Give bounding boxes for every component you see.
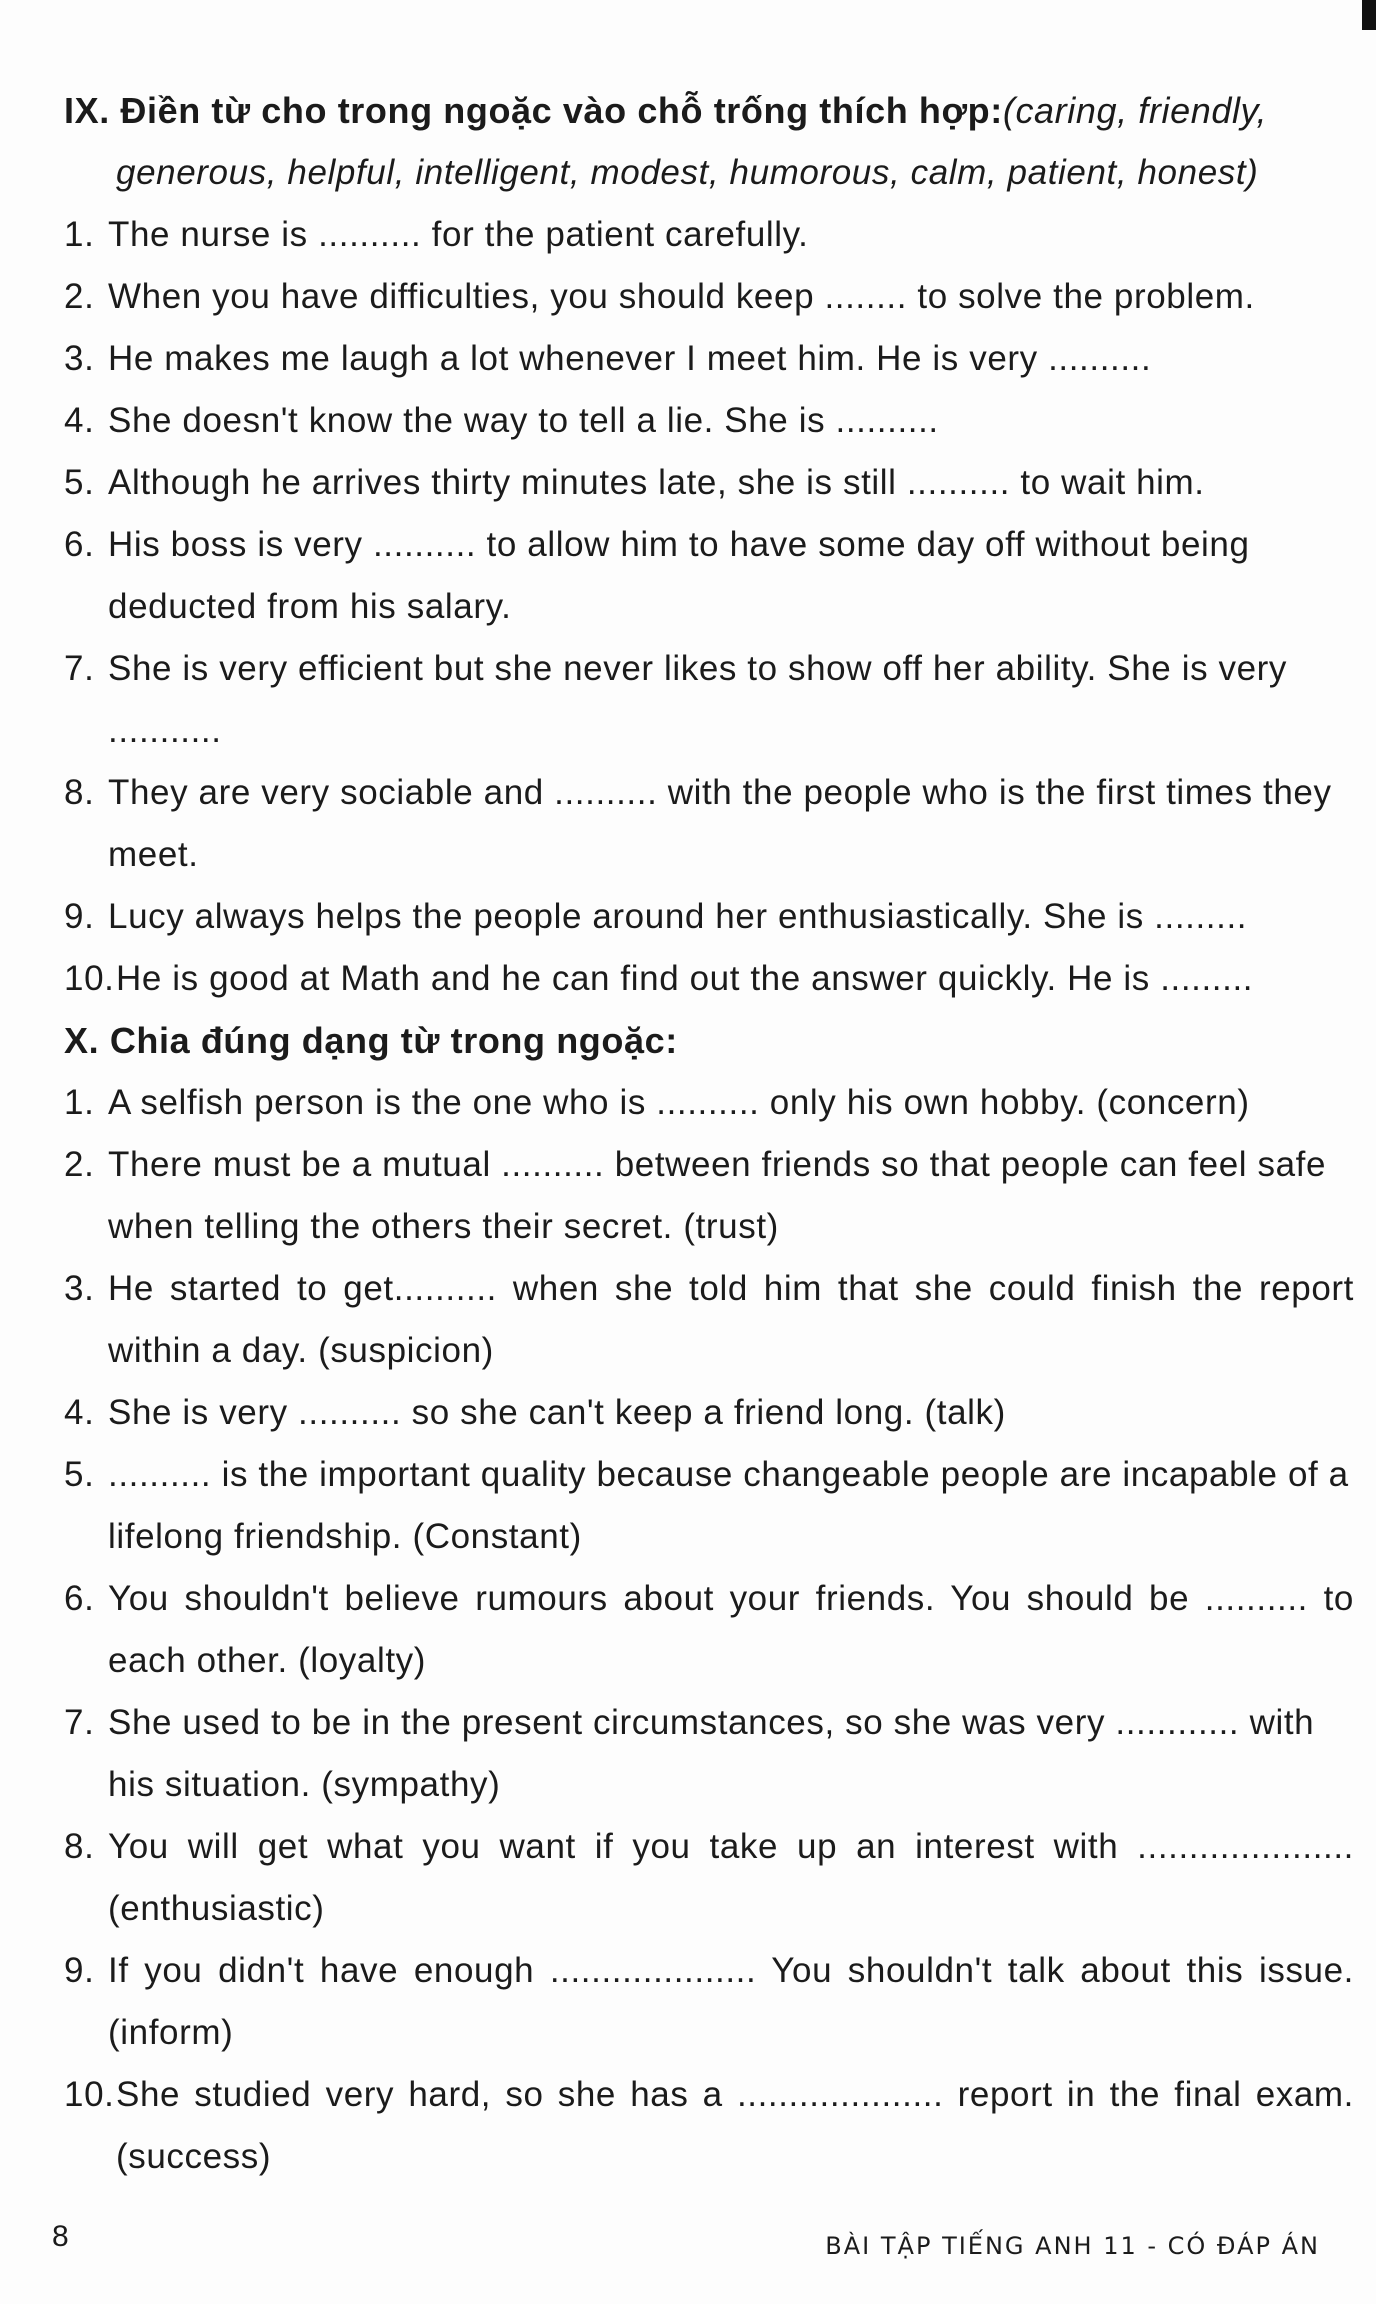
x-question-5 — [64, 1444, 1360, 1568]
question-number: 1. — [64, 215, 95, 254]
question-number: 6. — [64, 525, 95, 564]
ix-question-7 — [64, 638, 1354, 762]
question-number: 5. — [64, 463, 95, 502]
ix-question-2 — [64, 266, 1354, 328]
ix-question-3 — [64, 328, 1354, 390]
x-question-1 — [64, 1072, 1354, 1134]
question-number: 8. — [64, 773, 95, 812]
question-text: They are very sociable and .......... with the people who is the first times they meet. — [108, 773, 1342, 874]
section-ix-heading: IX. Điền từ cho trong ngoặc vào chỗ trống thích hợp: — [64, 90, 1003, 131]
x-question-9 — [64, 1940, 1365, 2064]
question-text: His boss is very .......... to allow him to have some day off without being deducted from his salary. — [108, 525, 1260, 626]
question-number: 10. — [64, 959, 115, 998]
question-text: She is very efficient but she never likes to show off her ability. She is very ........... — [108, 649, 1298, 750]
section-ix-word-list-1: (caring, friendly, — [1002, 90, 1268, 131]
page-footer — [0, 2220, 1376, 2280]
question-number: 7. — [64, 649, 95, 688]
x-question-3 — [64, 1258, 1365, 1382]
x-question-6 — [64, 1568, 1365, 1692]
question-number: 10. — [64, 2075, 115, 2114]
question-number: 2. — [64, 277, 95, 316]
question-number: 4. — [64, 1393, 95, 1432]
exercise-content — [64, 80, 1365, 2188]
question-number: 6. — [64, 1579, 95, 1618]
x-question-4 — [64, 1382, 1354, 1444]
question-text: When you have difficulties, you should keep ........ to solve the problem. — [108, 277, 1255, 316]
question-text: She used to be in the present circumstances, so she was very ............ with his situation. (sympathy) — [108, 1703, 1325, 1804]
x-question-7 — [64, 1692, 1354, 1816]
x-question-2 — [64, 1134, 1354, 1258]
question-number: 4. — [64, 401, 95, 440]
page-number: 8 — [52, 2220, 69, 2253]
question-text: She is very .......... so she can't keep a friend long. (talk) — [108, 1393, 1006, 1432]
ix-question-5 — [64, 452, 1354, 514]
question-text: You shouldn't believe rumours about your friends. You should be .......... to each other. (loyalty) — [108, 1579, 1365, 1680]
question-text: A selfish person is the one who is .......... only his own hobby. (concern) — [108, 1083, 1250, 1122]
x-question-8 — [64, 1816, 1365, 1940]
section-x-title: X. Chia đúng dạng từ trong ngoặc: — [64, 1020, 678, 1061]
question-number: 3. — [64, 339, 95, 378]
question-number: 1. — [64, 1083, 95, 1122]
x-question-10 — [64, 2064, 1365, 2188]
question-text: Lucy always helps the people around her enthusiastically. She is ......... — [108, 897, 1248, 936]
scan-edge-mark — [1362, 0, 1376, 30]
question-number: 5. — [64, 1455, 95, 1494]
question-text: She studied very hard, so she has a .................... report in the final exam. (success) — [116, 2075, 1365, 2176]
question-number: 2. — [64, 1145, 95, 1184]
ix-question-1 — [64, 204, 1354, 266]
question-text: Although he arrives thirty minutes late, she is still .......... to wait him. — [108, 463, 1205, 502]
question-text: If you didn't have enough .................... You shouldn't talk about this issue. (inform) — [108, 1951, 1365, 2052]
section-ix-title — [64, 80, 1354, 142]
question-number: 7. — [64, 1703, 95, 1742]
question-text: .......... is the important quality because changeable people are incapable of a lifelong friendship. (Constant) — [108, 1455, 1360, 1556]
section-ix-word-list-2: generous, helpful, intelligent, modest, humorous, calm, patient, honest) — [116, 153, 1259, 192]
question-text: She doesn't know the way to tell a lie. She is .......... — [108, 401, 939, 440]
ix-question-8 — [64, 762, 1354, 886]
ix-question-6 — [64, 514, 1354, 638]
question-text: You will get what you want if you take up an interest with ..................... (enthusiastic) — [108, 1827, 1365, 1928]
question-text: There must be a mutual .......... between friends so that people can feel safe when telling the others their secret. (trust) — [108, 1145, 1337, 1246]
question-text: The nurse is .......... for the patient carefully. — [108, 215, 809, 254]
ix-question-10 — [64, 948, 1354, 1010]
question-text: He makes me laugh a lot whenever I meet him. He is very .......... — [108, 339, 1152, 378]
question-text: He started to get.......... when she told him that she could finish the report within a day. (suspicion) — [108, 1269, 1365, 1370]
question-number: 9. — [64, 897, 95, 936]
question-number: 8. — [64, 1827, 95, 1866]
ix-question-4 — [64, 390, 1354, 452]
ix-question-9 — [64, 886, 1354, 948]
question-number: 3. — [64, 1269, 95, 1308]
book-title: BÀI TẬP TIẾNG ANH 11 - CÓ ĐÁP ÁN — [825, 2232, 1320, 2260]
question-number: 9. — [64, 1951, 95, 1990]
question-text: He is good at Math and he can find out the answer quickly. He is ......... — [116, 959, 1254, 998]
